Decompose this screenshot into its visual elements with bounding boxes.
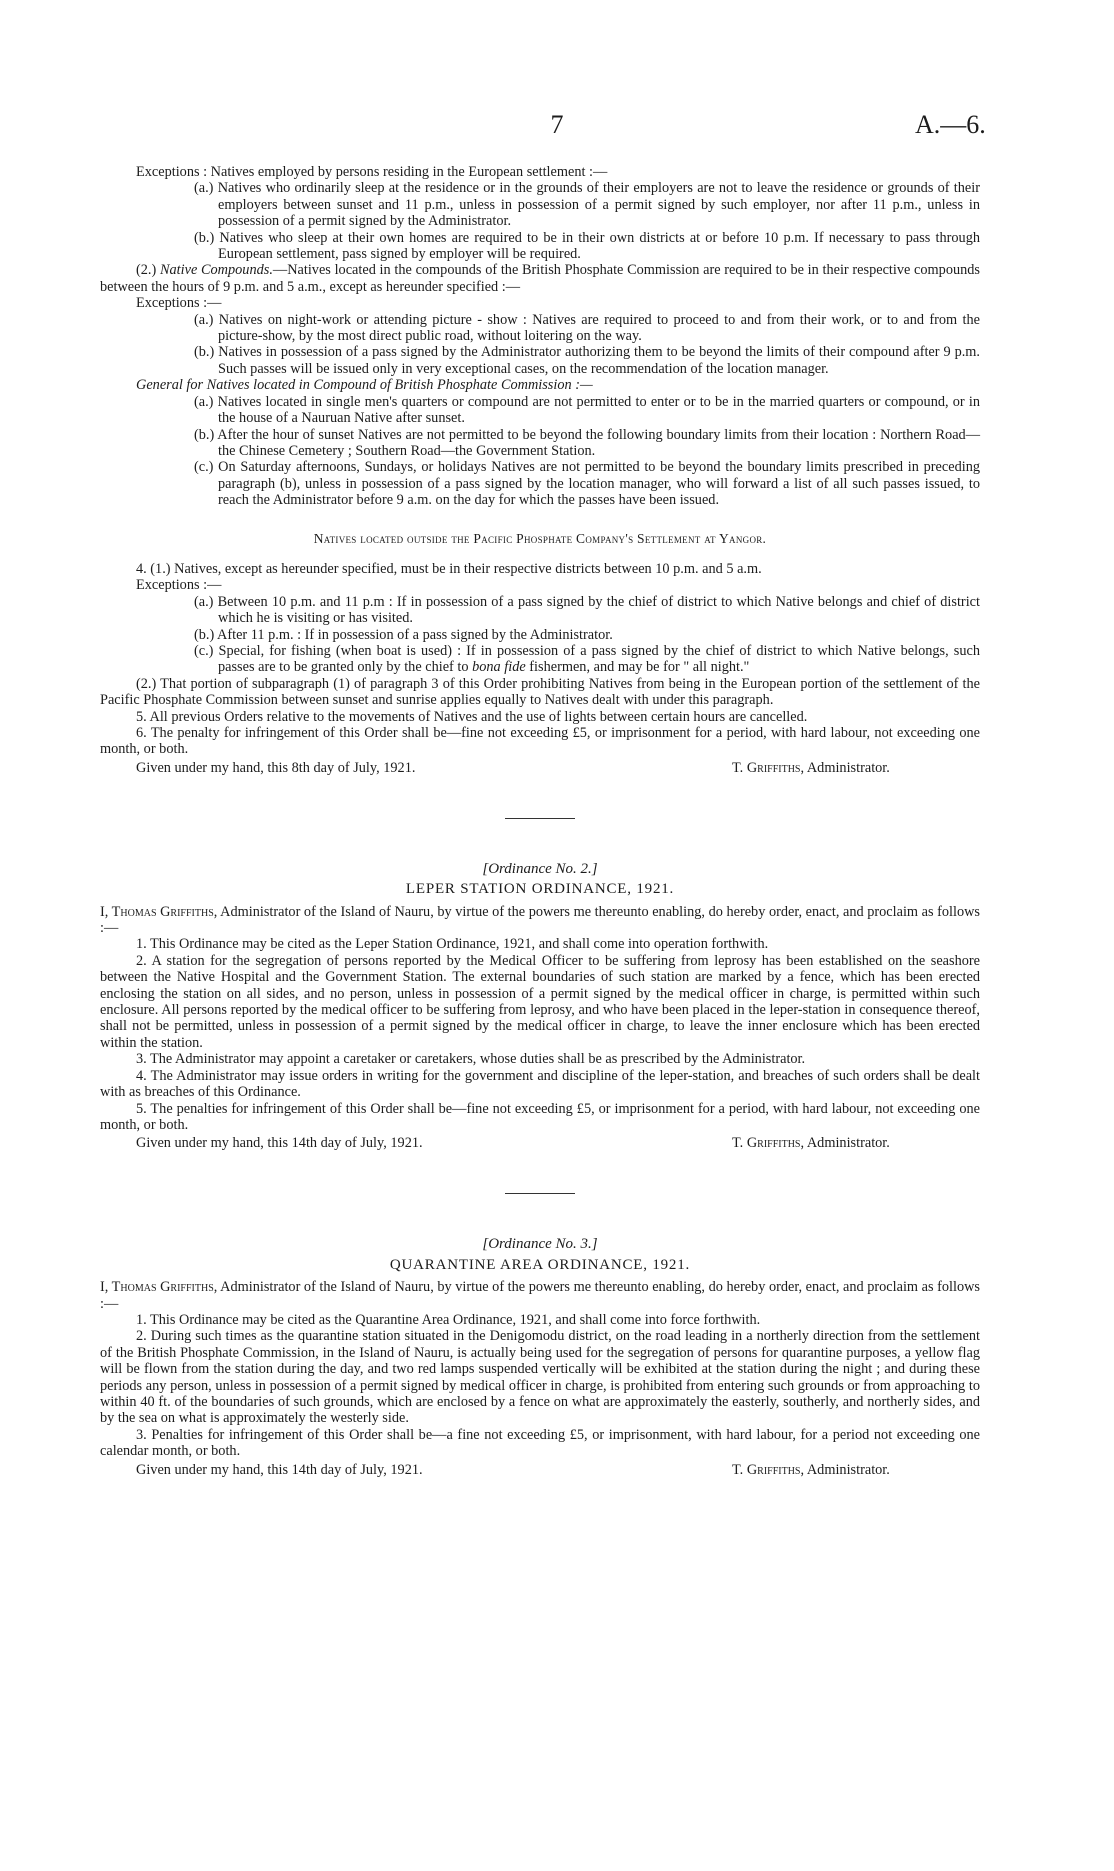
paragraph: 5. All previous Orders relative to the movements of Natives and the use of lights between certain hours are cancelled. — [136, 708, 808, 725]
signature — [732, 1135, 890, 1151]
general-item: (c.) On Saturday afternoons, Sundays, or holidays Natives are not permitted to be beyond the boundary limits prescribed in preceding paragraph (b), unless in possession of a pass signed by the location manager, who will forward a list of all such passes issued, to reach the Administrator before 9 a.m. on the day for which the passes have been issued. — [194, 459, 980, 509]
exception-text: (c.) Special, for fishing (when boat is used) : If in possession of a pass signed by the chief of district to which Native belongs, such passes are to be granted only by the chief to — [194, 642, 980, 676]
signature-line — [100, 1462, 980, 1480]
exception-item: (b.) After 11 p.m. : If in possession of a pass signed by the Administrator. — [194, 626, 613, 643]
ordinance-title: QUARANTINE AREA ORDINANCE, 1921. — [389, 1256, 691, 1273]
signature — [732, 1462, 890, 1478]
paragraph: 2. A station for the segregation of persons reported by the Medical Officer to be suffering from leprosy has been established on the seashore between the Native Hospital and the Government Station. The external boundaries of such station are marked by a fence, which has been erected enclosing the station on all sides, and no person, unless in possession of a permit signed by the medical officer in charge, is permitted within such enclosure. All persons reported by the medical officer to be suffering from leprosy, and who have been placed in the leper-station in consequence thereof, shall not be permitted, unless in possession of a permit signed by the medical officer in charge, to leave the inner enclosure which has been erected within the station. — [100, 952, 980, 1051]
exceptions-label: Exceptions :— — [136, 295, 222, 312]
exception-item: (a.) Natives on night-work or attending picture - show : Natives are required to proceed to and from their work, or to and from the picture-show, by the most direct public road, without loitering on the way. — [194, 311, 980, 345]
subheading-italic: Native Compounds. — [159, 262, 273, 279]
signature — [732, 760, 890, 776]
signature-line — [100, 760, 980, 778]
signature-name: T. Griffiths — [732, 1135, 801, 1152]
general-item: (a.) Natives located in single men's quarters or compound are not permitted to enter or to be in the married quarters or compound, or in the house of a Nauruan Native after sunset. — [194, 393, 980, 427]
exception-item: (a.) Natives who ordinarily sleep at the residence or in the grounds of their employers are not to leave the residence or grounds of their employers between sunset and 11 p.m., unless in possession of a permit signed by such employer, nor after 11 p.m., unless in possession of a permit signed by the Administrator. — [194, 180, 980, 230]
ordinance-intro — [100, 1279, 980, 1312]
page-number: 7 — [550, 110, 564, 139]
paragraph: 3. Penalties for infringement of this Order shall be—a fine not exceeding £5, or imprisonment, with hard labour, for a period not exceeding one calendar month, or both. — [100, 1426, 980, 1460]
paragraph: 1. This Ordinance may be cited as the Quarantine Area Ordinance, 1921, and shall come into force forthwith. — [136, 1311, 761, 1328]
exception-item: (b.) Natives in possession of a pass signed by the Administrator authorizing them to be beyond the limits of their compound after 9 p.m. Such passes will be issued only in very exceptional cases, on the recommendation of the location manager. — [194, 344, 980, 377]
paragraph-number: (2.) — [136, 262, 157, 279]
paragraph: 1. This Ordinance may be cited as the Leper Station Ordinance, 1921, and shall come into operation forthwith. — [136, 936, 769, 953]
section-heading: Natives located outside the Pacific Phosphate Company's Settlement at Yangor. — [313, 530, 767, 546]
paragraph: 2. During such times as the quarantine station situated in the Denigomodu district, on the road leading in a northerly direction from the settlement of the British Phosphate Commission, in the Island of Nauru, is actually being used for the segregation of persons for quarantine purposes, a yellow flag will be flown from the station during the day, and two red lamps suspended vertically will be exhibited at the station during the night ; and during these periods any person, unless in possession of a permit signed by medical officer in charge, is prohibited from entering such grounds or from approaching to within 40 ft. of the boundaries of such grounds, which are enclosed by a fence on what are approximately the easterly, southerly, and northerly sides, and by the sea on what is approximately the westerly side. — [100, 1328, 980, 1427]
signature-name: T. Griffiths — [732, 759, 801, 776]
signature-title: , Administrator. — [800, 1135, 890, 1152]
document-body — [100, 164, 980, 1480]
paragraph: (2.) That portion of subparagraph (1) of paragraph 3 of this Order prohibiting Natives from being in the European portion of the settlement of the Pacific Phosphate Commission between sunset and sunrise applies equally to Natives dealt with under this paragraph. — [100, 675, 980, 709]
ordinance-number: [Ordinance No. 3.] — [482, 1236, 598, 1253]
signature-line — [100, 1135, 980, 1153]
exception-item: (b.) Natives who sleep at their own homes are required to be in their own districts at or before 10 p.m. If necessary to pass through European settlement, pass signed by employer will be required. — [194, 229, 980, 263]
signature-name: T. Griffiths — [732, 1461, 801, 1478]
signature-title: , Administrator. — [800, 1461, 890, 1478]
signature-title: , Administrator. — [800, 759, 890, 776]
paragraph: 5. The penalties for infringement of this Order shall be—fine not exceeding £5, or imprisonment for a period, with hard labour, not exceeding one month, or both. — [100, 1100, 980, 1133]
general-item: (b.) After the hour of sunset Natives are not permitted to be beyond the following boundary limits from their location : Northern Road—the Chinese Cemetery ; Southern Road—the Government Station. — [194, 426, 980, 459]
paragraph — [100, 262, 980, 295]
ordinance-number: [Ordinance No. 2.] — [482, 860, 598, 877]
exceptions-label: Exceptions : Natives employed by persons residing in the European settlement :— — [136, 164, 608, 180]
paragraph: 6. The penalty for infringement of this Order shall be—fine not exceeding £5, or imprisonment for a period, with hard labour, not exceeding one month, or both. — [100, 725, 980, 758]
given-date: Given under my hand, this 14th day of July, 1921. — [136, 1135, 423, 1152]
intro-text: , Administrator of the Island of Nauru, by virtue of the powers me thereunto enabling, do hereby order, enact, and proclaim as follows :— — [100, 903, 980, 937]
given-date: Given under my hand, this 14th day of July, 1921. — [136, 1461, 423, 1478]
general-heading-text: General for Natives located in Compound of British Phosphate Commission :— — [136, 377, 593, 394]
general-heading — [100, 377, 980, 393]
intro-name: I, Thomas Griffiths — [100, 903, 214, 920]
document-reference: A.—6. — [915, 110, 986, 139]
paragraph: 4. The Administrator may issue orders in writing for the government and discipline of the leper-station, and breaches of such orders shall be dealt with as breaches of this Ordinance. — [100, 1067, 980, 1101]
section-divider — [505, 1193, 575, 1194]
ordinance-title: LEPER STATION ORDINANCE, 1921. — [405, 881, 675, 898]
paragraph: 4. (1.) Natives, except as hereunder specified, must be in their respective districts between 10 p.m. and 5 a.m. — [136, 560, 762, 577]
ordinance-intro — [100, 904, 980, 937]
section-divider — [505, 818, 575, 819]
italic-term: bona fide — [472, 659, 526, 676]
exception-text: fishermen, and may be for " all night." — [529, 659, 750, 676]
paragraph: 3. The Administrator may appoint a caretaker or caretakers, whose duties shall be as prescribed by the Administrator. — [136, 1051, 806, 1068]
exception-item — [100, 643, 980, 676]
intro-text: , Administrator of the Island of Nauru, by virtue of the powers me thereunto enabling, do hereby order, enact, and proclaim as follows :— — [100, 1279, 980, 1312]
exception-item: (a.) Between 10 p.m. and 11 p.m : If in possession of a pass signed by the chief of district to which Native belongs and chief of district which he is visiting or has visited. — [194, 593, 980, 627]
paragraph-text: —Natives located in the compounds of the British Phosphate Commission are required to be in their respective compounds between the hours of 9 p.m. and 5 a.m., except as hereunder specified :— — [100, 262, 980, 295]
intro-name: I, Thomas Griffiths — [100, 1279, 214, 1296]
given-date: Given under my hand, this 8th day of July, 1921. — [136, 759, 416, 776]
exceptions-label: Exceptions :— — [136, 577, 222, 594]
